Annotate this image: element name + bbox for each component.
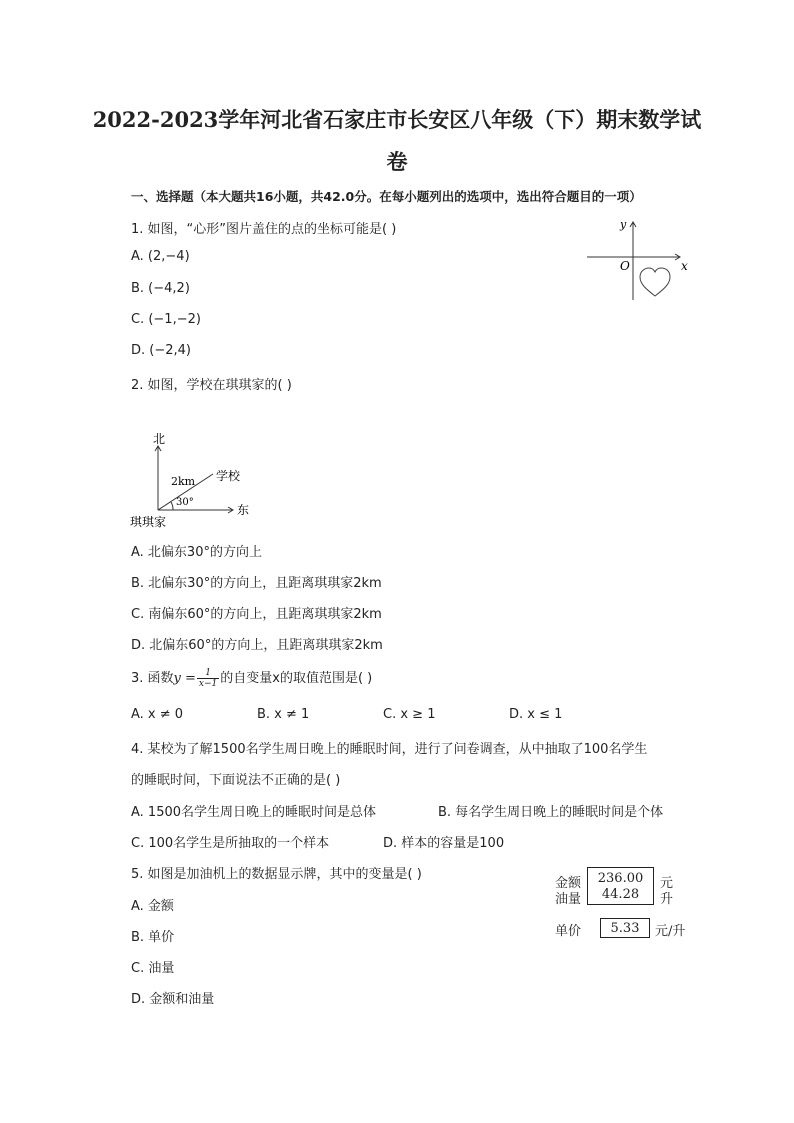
question-2-option-b: B. 北偏东30°的方向上，且距离琪琪家2km xyxy=(131,576,382,591)
question-4-option-d: D. 样本的容量是100 xyxy=(383,836,505,851)
fraction xyxy=(197,668,219,689)
y-axis-label: y xyxy=(620,218,627,231)
question-5-stem: 5. 如图是加油机上的数据显示牌，其中的变量是( ) xyxy=(131,867,422,882)
question-4-stem-line-1: 4. 某校为了解1500名学生周日晚上的睡眠时间，进行了问卷调查，从中抽取了100名学生 xyxy=(131,742,648,757)
question-5-option-a: A. 金额 xyxy=(131,899,174,914)
page-title: 2022-2023学年河北省石家庄市长安区八年级（下）期末数学试 xyxy=(92,107,702,132)
amount-unit: 元 xyxy=(660,876,674,891)
question-4-stem-line-2: 的睡眠时间，下面说法不正确的是( ) xyxy=(131,773,341,788)
volume-unit: 升 xyxy=(660,892,674,907)
question-1-option-c: C. (−1,−2) xyxy=(131,312,201,327)
section-heading: 一、选择题（本大题共16小题，共42.0分。在每小题列出的选项中，选出符合题目的一项） xyxy=(131,189,642,204)
price-label: 单价 xyxy=(555,924,582,939)
question-4-option-c: C. 100名学生是所抽取的一个样本 xyxy=(131,836,330,851)
question-2-option-d: D. 北偏东60°的方向上，且距离琪琪家2km xyxy=(131,638,383,653)
question-1-stem: 1. 如图，“心形”图片盖住的点的坐标可能是( ) xyxy=(131,222,397,237)
question-2-figure xyxy=(125,428,265,530)
question-4-option-b: B. 每名学生周日晚上的睡眠时间是个体 xyxy=(438,805,664,820)
question-2-stem: 2. 如图，学校在琪琪家的( ) xyxy=(131,378,292,393)
question-5-option-d: D. 金额和油量 xyxy=(131,992,215,1007)
price-unit: 元/升 xyxy=(655,924,686,939)
north-label: 北 xyxy=(153,432,166,446)
school-label: 学校 xyxy=(216,469,241,483)
question-5-option-b: B. 单价 xyxy=(131,930,175,945)
question-3-prefix: 3. 函数 xyxy=(131,671,174,686)
x-axis-label: x xyxy=(681,259,688,273)
fraction-numerator: 1 xyxy=(197,668,219,679)
question-3-suffix: 的自变量x的取值范围是( ) xyxy=(220,671,373,686)
question-1-option-a: A. (2,−4) xyxy=(131,249,190,264)
angle-arc xyxy=(171,502,173,510)
question-1-figure xyxy=(580,212,695,307)
question-3-option-b: B. x ≠ 1 xyxy=(257,707,310,722)
amount-value: 236.00 xyxy=(597,871,644,886)
question-3-option-d: D. x ≤ 1 xyxy=(509,707,563,722)
question-2-option-a: A. 北偏东30°的方向上 xyxy=(131,545,262,560)
function-lhs: y = xyxy=(173,671,196,686)
question-1-option-b: B. (−4,2) xyxy=(131,281,190,296)
fraction-denominator: x−1 xyxy=(198,679,218,689)
volume-value: 44.28 xyxy=(601,887,640,902)
volume-label: 油量 xyxy=(555,892,582,907)
question-2-option-c: C. 南偏东60°的方向上，且距离琪琪家2km xyxy=(131,607,382,622)
question-3-stem xyxy=(131,665,372,693)
home-label: 琪琪家 xyxy=(130,515,167,529)
question-4-option-a: A. 1500名学生周日晚上的睡眠时间是总体 xyxy=(131,805,377,820)
price-value: 5.33 xyxy=(610,921,640,936)
origin-label: O xyxy=(620,259,630,273)
angle-label: 30° xyxy=(176,497,194,508)
fuel-pump-display xyxy=(552,864,697,944)
question-3-option-a: A. x ≠ 0 xyxy=(131,707,184,722)
distance-label: 2km xyxy=(171,475,196,488)
east-label: 东 xyxy=(237,503,250,517)
question-5-option-c: C. 油量 xyxy=(131,961,175,976)
heart-icon xyxy=(640,268,670,296)
page-title-continued: 卷 xyxy=(386,149,408,174)
amount-label: 金额 xyxy=(555,876,582,891)
question-1-option-d: D. (−2,4) xyxy=(131,343,191,358)
question-3-option-c: C. x ≥ 1 xyxy=(383,707,436,722)
